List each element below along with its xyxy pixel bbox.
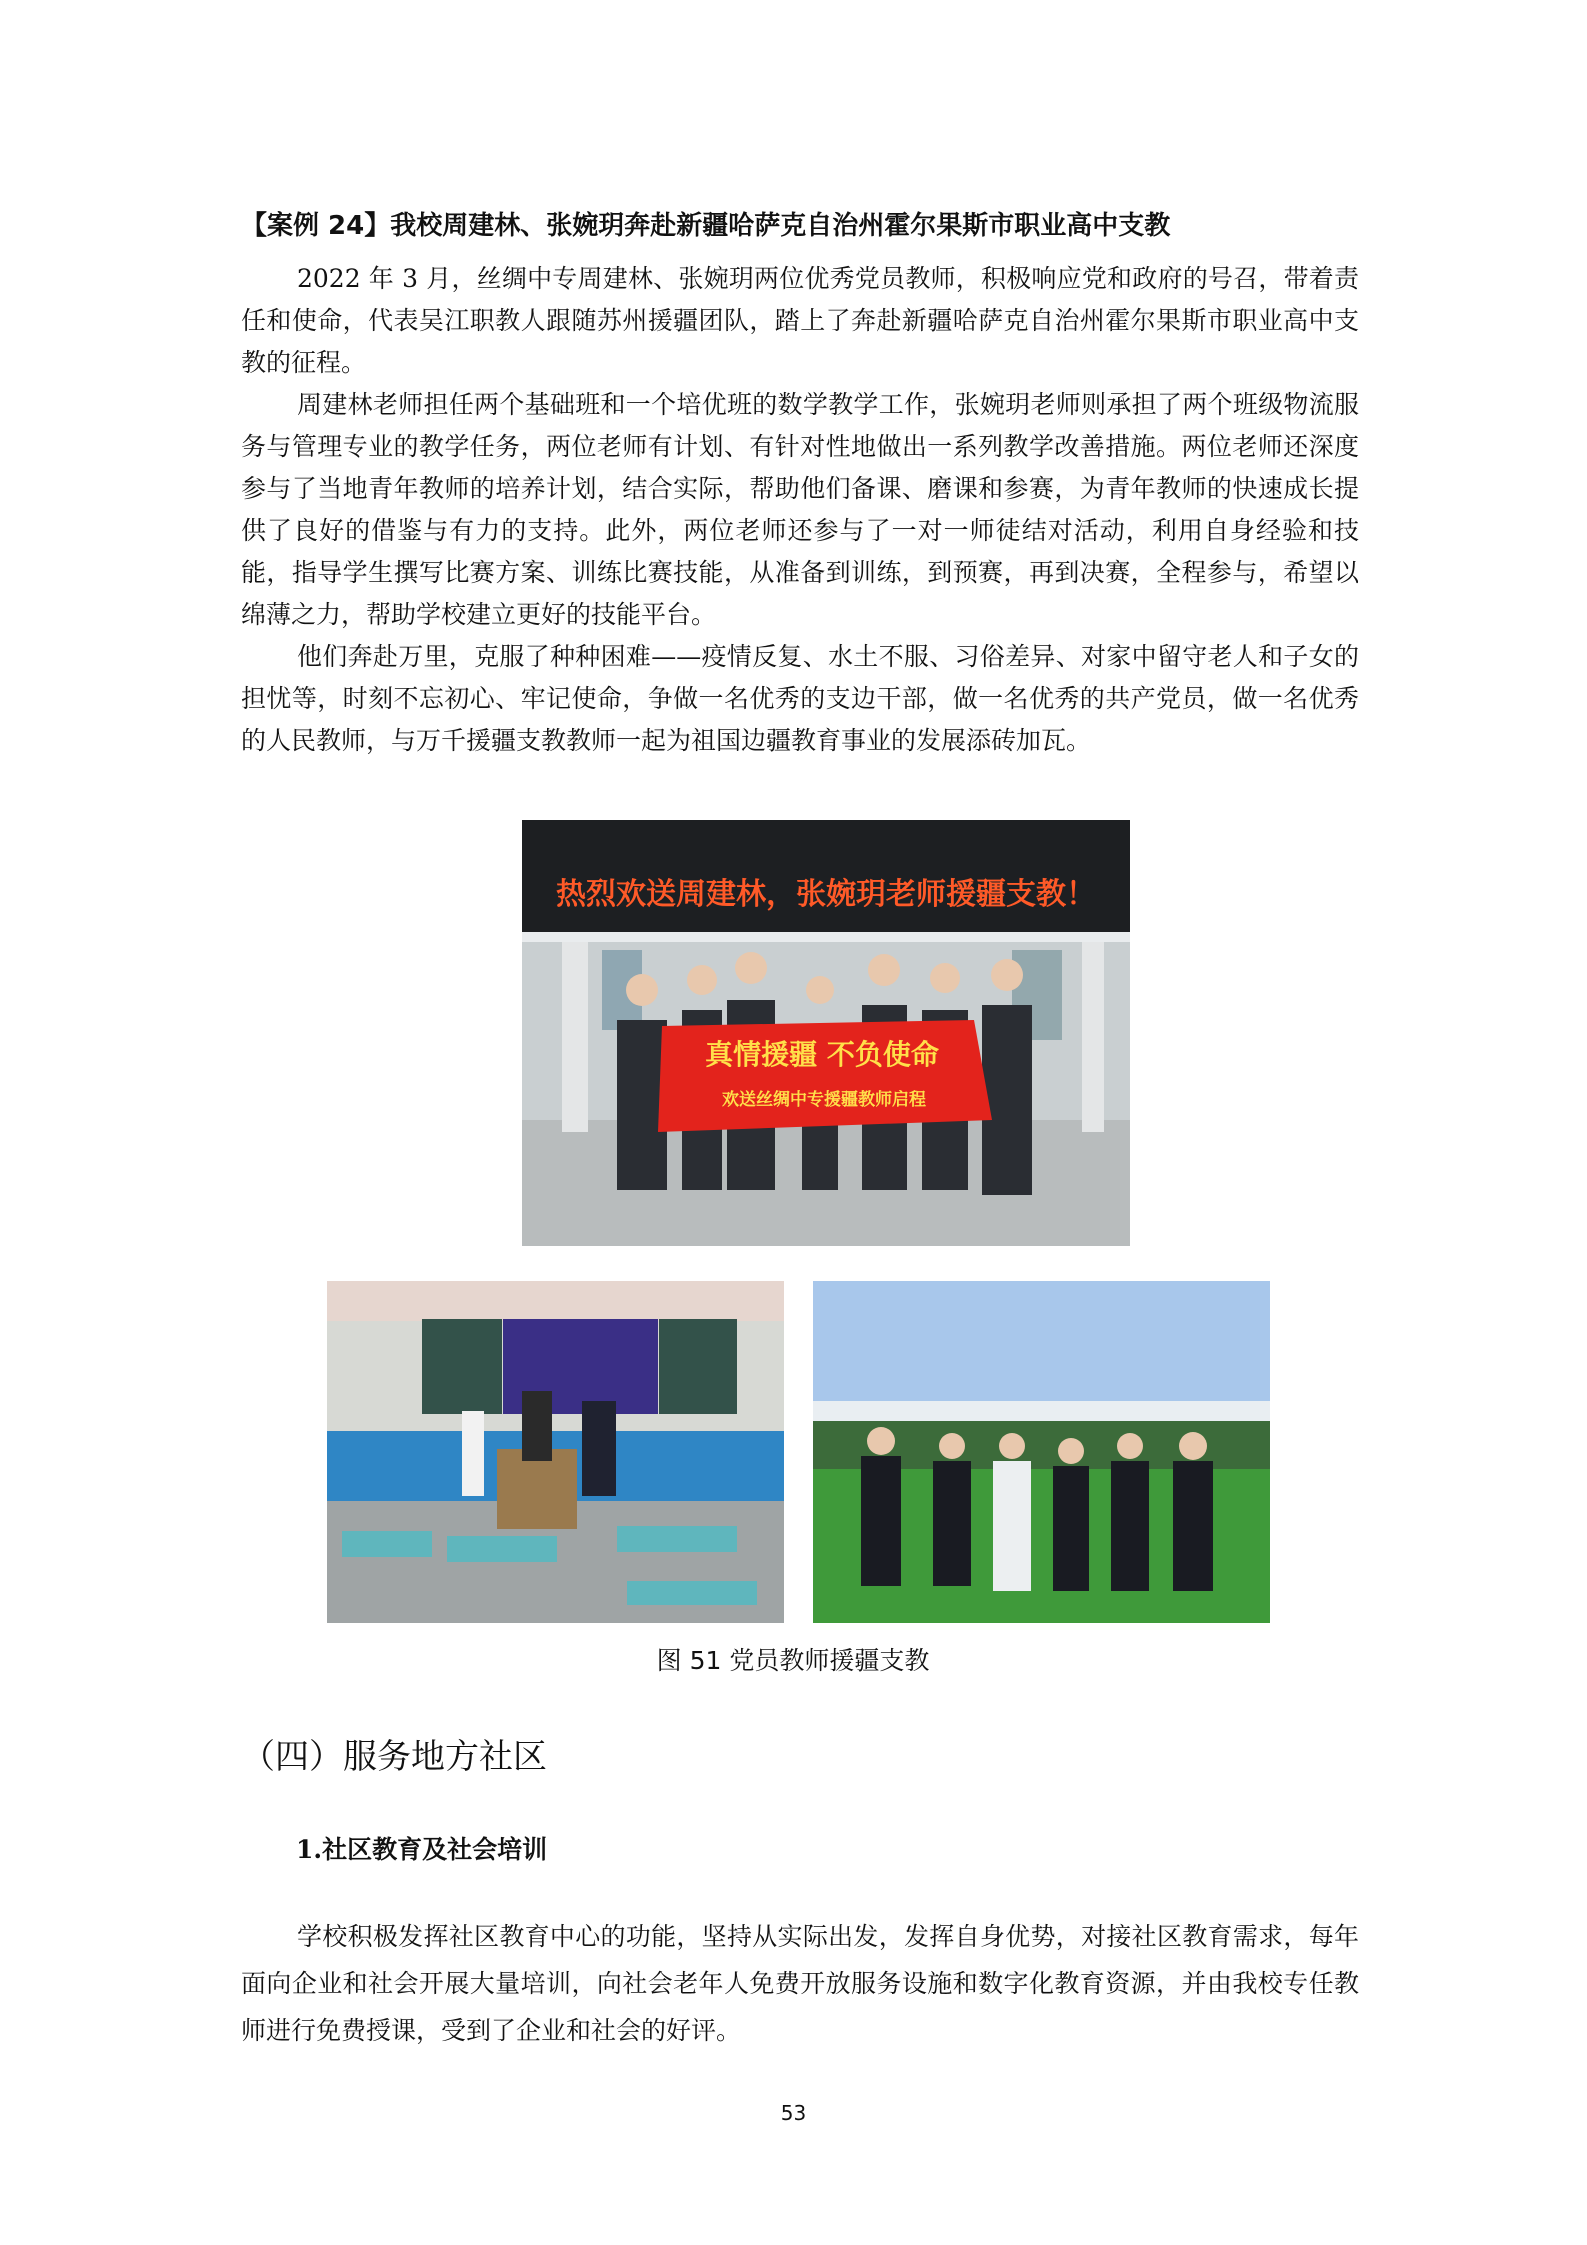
- section-paragraph: 学校积极发挥社区教育中心的功能，坚持从实际出发，发挥自身优势，对接社区教育需求，每年面向企业和社会开展大量培训，向社会老年人免费开放服务设施和数字化教育资源，并由我校专任教师进行免费授课，受到了企业和社会的好评。: [241, 1922, 1359, 2045]
- subsection-title: 1.社区教育及社会培训: [296, 1835, 548, 1864]
- photo-sports-field: [813, 1281, 1270, 1623]
- red-banner-main-label: 真情援疆 不负使命: [705, 1038, 939, 1071]
- figure-caption: 图 51 党员教师援疆支教: [656, 1646, 930, 1675]
- case-paragraph-3: 他们奔赴万里，克服了种种困难——疫情反复、水土不服、习俗差异、对家中留守老人和子女的担忧等，时刻不忘初心、牢记使命，争做一名优秀的支边干部，做一名优秀的共产党员，做一名优秀的人民教师，与万千援疆支教教师一起为祖国边疆教育事业的发展添砖加瓦。: [241, 642, 1359, 755]
- section-title: （四）服务地方社区: [241, 1737, 547, 1777]
- case-paragraph-2: 周建林老师担任两个基础班和一个培优班的数学教学工作，张婉玥老师则承担了两个班级物流服务与管理专业的教学任务，两位老师有计划、有针对性地做出一系列教学改善措施。两位老师还深度参与了当地青年教师的培养计划，结合实际，帮助他们备课、磨课和参赛，为青年教师的快速成长提供了良好的借鉴与有力的支持。此外，两位老师还参与了一对一师徒结对活动，利用自身经验和技能，指导学生撰写比赛方案、训练比赛技能，从准备到训练，到预赛，再到决赛，全程参与，希望以绵薄之力，帮助学校建立更好的技能平台。: [241, 390, 1359, 629]
- red-banner-sub-label: 欢送丝绸中专援疆教师启程: [722, 1090, 926, 1110]
- case-title: 【案例 24】我校周建林、张婉玥奔赴新疆哈萨克自治州霍尔果斯市职业高中支教: [241, 211, 1171, 241]
- red-banner: [658, 1020, 992, 1132]
- led-banner-text: [556, 877, 1096, 912]
- case-paragraph-1: 2022 年 3 月，丝绸中专周建林、张婉玥两位优秀党员教师，积极响应党和政府的号召，带着责任和使命，代表吴江职教人跟随苏州援疆团队，踏上了奔赴新疆哈萨克自治州霍尔果斯市职业高中支教的征程。: [241, 264, 1359, 377]
- led-banner-label: 热烈欢送周建林，张婉玥老师援疆支教！: [556, 877, 1096, 912]
- photo-send-off-group: [522, 820, 1130, 1246]
- page-number: 53: [780, 2101, 807, 2125]
- photo-classroom: [327, 1281, 784, 1623]
